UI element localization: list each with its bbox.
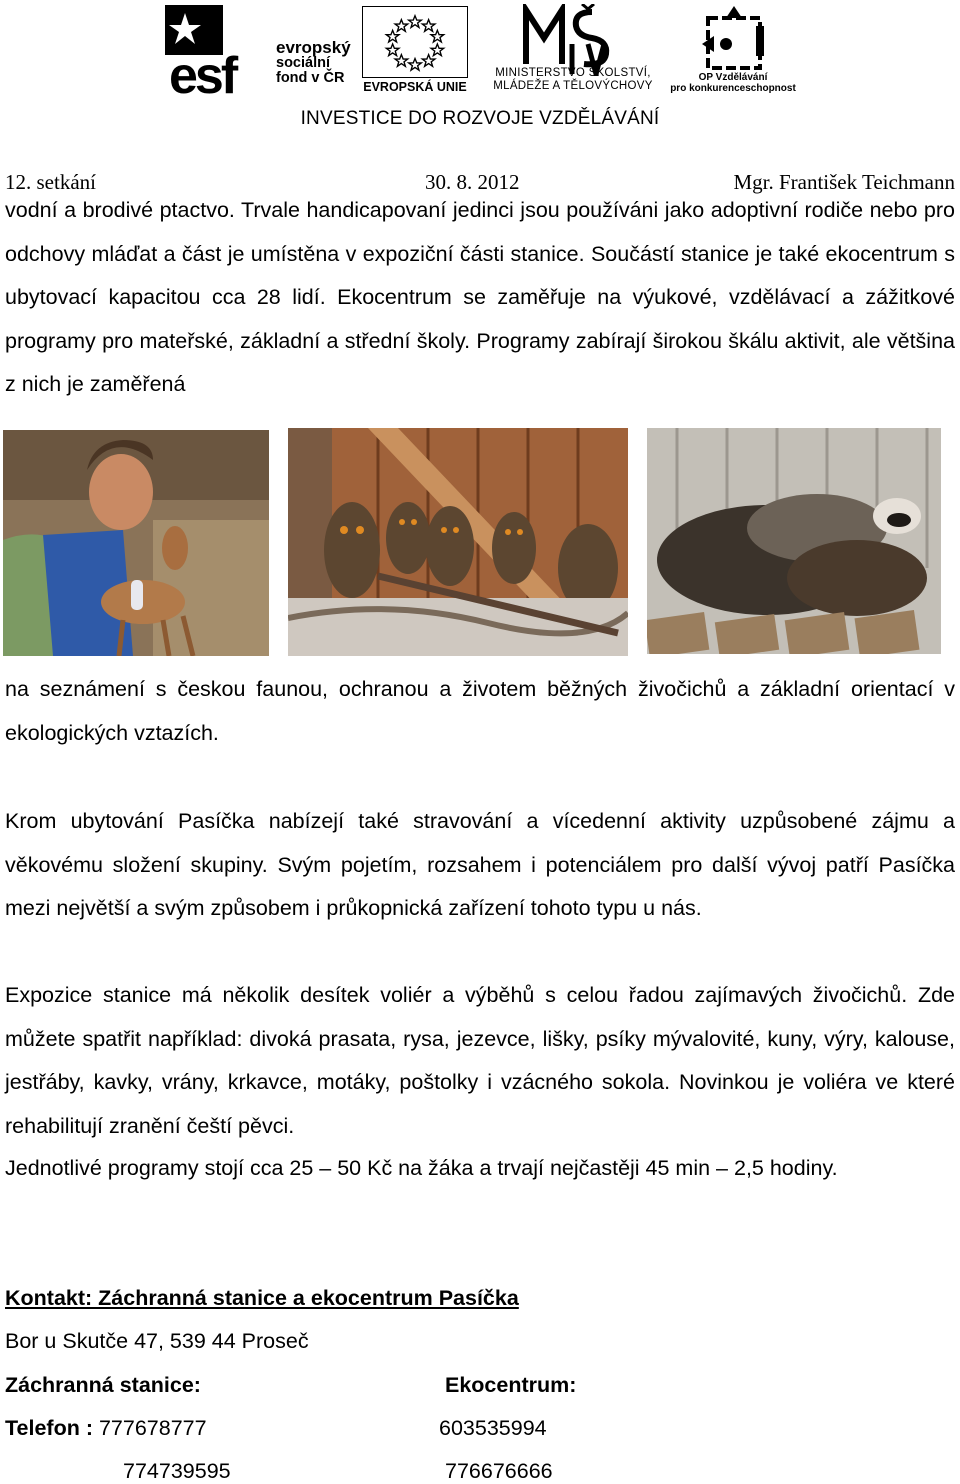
op-logo-icon	[696, 4, 772, 76]
paragraph-prices: Jednotlivé programy stojí cca 25 – 50 Kč na žáka a trvají nejčastěji 45 min – 2,5 hodiny.	[5, 1156, 838, 1180]
contact-address: Bor u Skutče 47, 539 44 Proseč	[5, 1329, 309, 1353]
paragraph-intro: vodní a brodivé ptactvo. Trvale handicapovaní jedinci jsou používáni jako adoptivní rodiče nebo pro odchovy mláďat a část je umístěna v expoziční části stanice. Součástí stanice je také ekocentrum s ubytovací kapacitou cca 28 lidí. Ekocentrum se zaměřuje na výukové, vzdělávací a zážitkové programy pro mateřské, základní a střední školy. Programy zabírají širokou škálu aktivit, ale většina z nich je zaměřená	[5, 198, 955, 396]
phone-ecocentre-2: 776676666	[445, 1459, 553, 1483]
logo-banner	[0, 0, 960, 140]
label-ecocentre: Ekocentrum:	[445, 1373, 577, 1397]
esf-logo-icon	[165, 5, 270, 97]
msmt-logo-icon	[522, 4, 618, 76]
msmt-caption	[478, 67, 668, 92]
phone-ecocentre-1: 603535994	[439, 1416, 547, 1440]
paragraph-accommodation: Krom ubytování Pasíčka nabízejí také stravování a vícedenní aktivity uzpůsobené zájmu a věkovému složení skupiny. Svým pojetím, rozsahem i potenciálem pro další vývoj patří Pasíčka mezi největší a svým způsobem i průkopnická zařízení tohoto typu u nás.	[5, 809, 955, 920]
photo-raccoon-dogs	[647, 428, 941, 654]
msmt-caption-line-1: MINISTERSTVO ŠKOLSTVÍ,	[495, 67, 651, 79]
op-caption	[668, 72, 798, 94]
contact-heading: Kontakt: Záchranná stanice a ekocentrum Pasíčka	[5, 1286, 519, 1310]
header-date: 30. 8. 2012	[425, 170, 520, 194]
investice-slogan: INVESTICE DO ROZVOJE VZDĚLÁVÁNÍ	[300, 108, 660, 129]
photo-owls-in-aviary	[288, 428, 628, 656]
phone-row-1	[5, 1416, 207, 1440]
phone-label: Telefon :	[5, 1416, 93, 1440]
paragraph-fauna: na seznámení s českou faunou, ochranou a životem běžných živočichů a základní orientací v ekologických vztazích.	[5, 677, 955, 745]
svg-text:esf: esf	[169, 47, 236, 97]
eu-caption: EVROPSKÁ UNIE	[363, 80, 467, 94]
phone-rescue-1: 777678777	[98, 1416, 207, 1440]
label-rescue-station: Záchranná stanice:	[5, 1373, 201, 1397]
esf-line-1: evropský	[276, 38, 351, 57]
esf-line-2: sociální	[276, 54, 330, 71]
paragraph-exhibition: Expozice stanice má několik desítek voliér a výběhů s celou řadou zajímavých živočichů. Zde můžete spatřit například: divoká prasata, rysa, jezevce, lišky, psíky mývalovité, kuny, výry, kalouse, jestřáby, kavky, vrány, krkavce, motáky, poštolky i vzácného sokola. Novinkou je voliéra ve které rehabilitují zranění čeští pěvci.	[5, 983, 955, 1138]
eu-flag-icon	[362, 6, 468, 78]
phone-rescue-2: 774739595	[123, 1459, 231, 1483]
photo-man-feeding-fawn	[3, 430, 269, 656]
msmt-caption-line-2: MLÁDEŽE A TĚLOVÝCHOVY	[493, 79, 653, 92]
esf-line-3: fond v ČR	[276, 70, 345, 86]
header-author: Mgr. František Teichmann	[733, 170, 955, 194]
header-meeting: 12. setkání	[5, 170, 96, 194]
esf-logo-text	[276, 40, 351, 87]
op-caption-line-2: pro konkurenceschopnost	[670, 83, 796, 94]
op-caption-line-1: OP Vzdělávání	[698, 72, 768, 83]
